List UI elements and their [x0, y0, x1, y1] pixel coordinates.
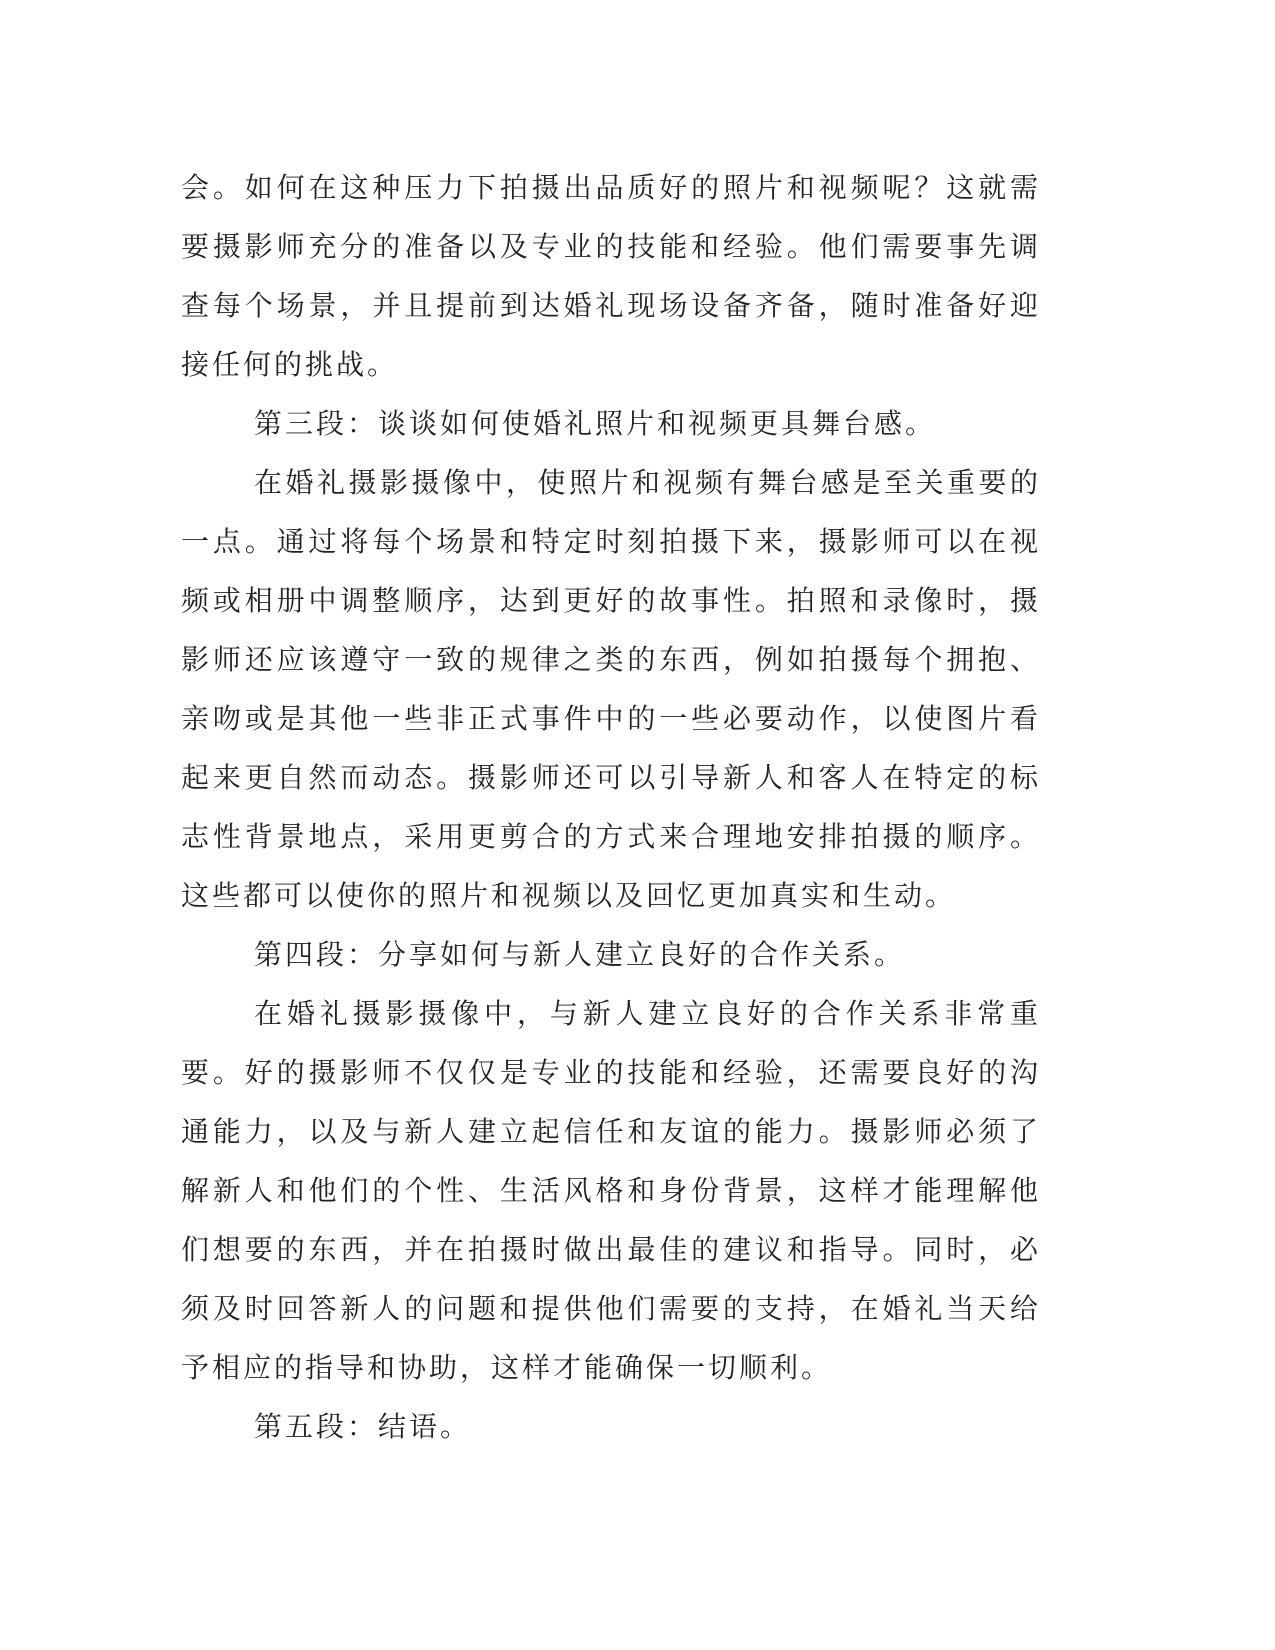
section-heading-5: 第五段：结语。	[254, 1410, 472, 1443]
paragraph-continuation: 会。如何在这种压力下拍摄出品质好的照片和视频呢？这就需要摄影师充分的准备以及专业的技能和经验。他们需要事先调查每个场景，并且提前到达婚礼现场设备齐备，随时准备好迎接任何的挑战。	[181, 171, 1041, 381]
paragraph-section-3: 在婚礼摄影摄像中，使照片和视频有舞台感是至关重要的一点。通过将每个场景和特定时刻拍摄下来，摄影师可以在视频或相册中调整顺序，达到更好的故事性。拍照和录像时，摄影师还应该遵守一致的规律之类的东西，例如拍摄每个拥抱、亲吻或是其他一些非正式事件中的一些必要动作，以使图片看起来更自然而动态。摄影师还可以引导新人和客人在特定的标志性背景地点，采用更剪合的方式来合理地安排拍摄的顺序。这些都可以使你的照片和视频以及回忆更加真实和生动。	[181, 466, 1041, 912]
section-heading-4: 第四段：分享如何与新人建立良好的合作关系。	[254, 938, 906, 971]
document-body	[181, 158, 1041, 1456]
section-heading-3: 第三段：谈谈如何使婚礼照片和视频更具舞台感。	[254, 407, 937, 440]
paragraph-section-4: 在婚礼摄影摄像中，与新人建立良好的合作关系非常重要。好的摄影师不仅仅是专业的技能和经验，还需要良好的沟通能力，以及与新人建立起信任和友谊的能力。摄影师必须了解新人和他们的个性、生活风格和身份背景，这样才能理解他们想要的东西，并在拍摄时做出最佳的建议和指导。同时，必须及时回答新人的问题和提供他们需要的支持，在婚礼当天给予相应的指导和协助，这样才能确保一切顺利。	[181, 997, 1041, 1384]
